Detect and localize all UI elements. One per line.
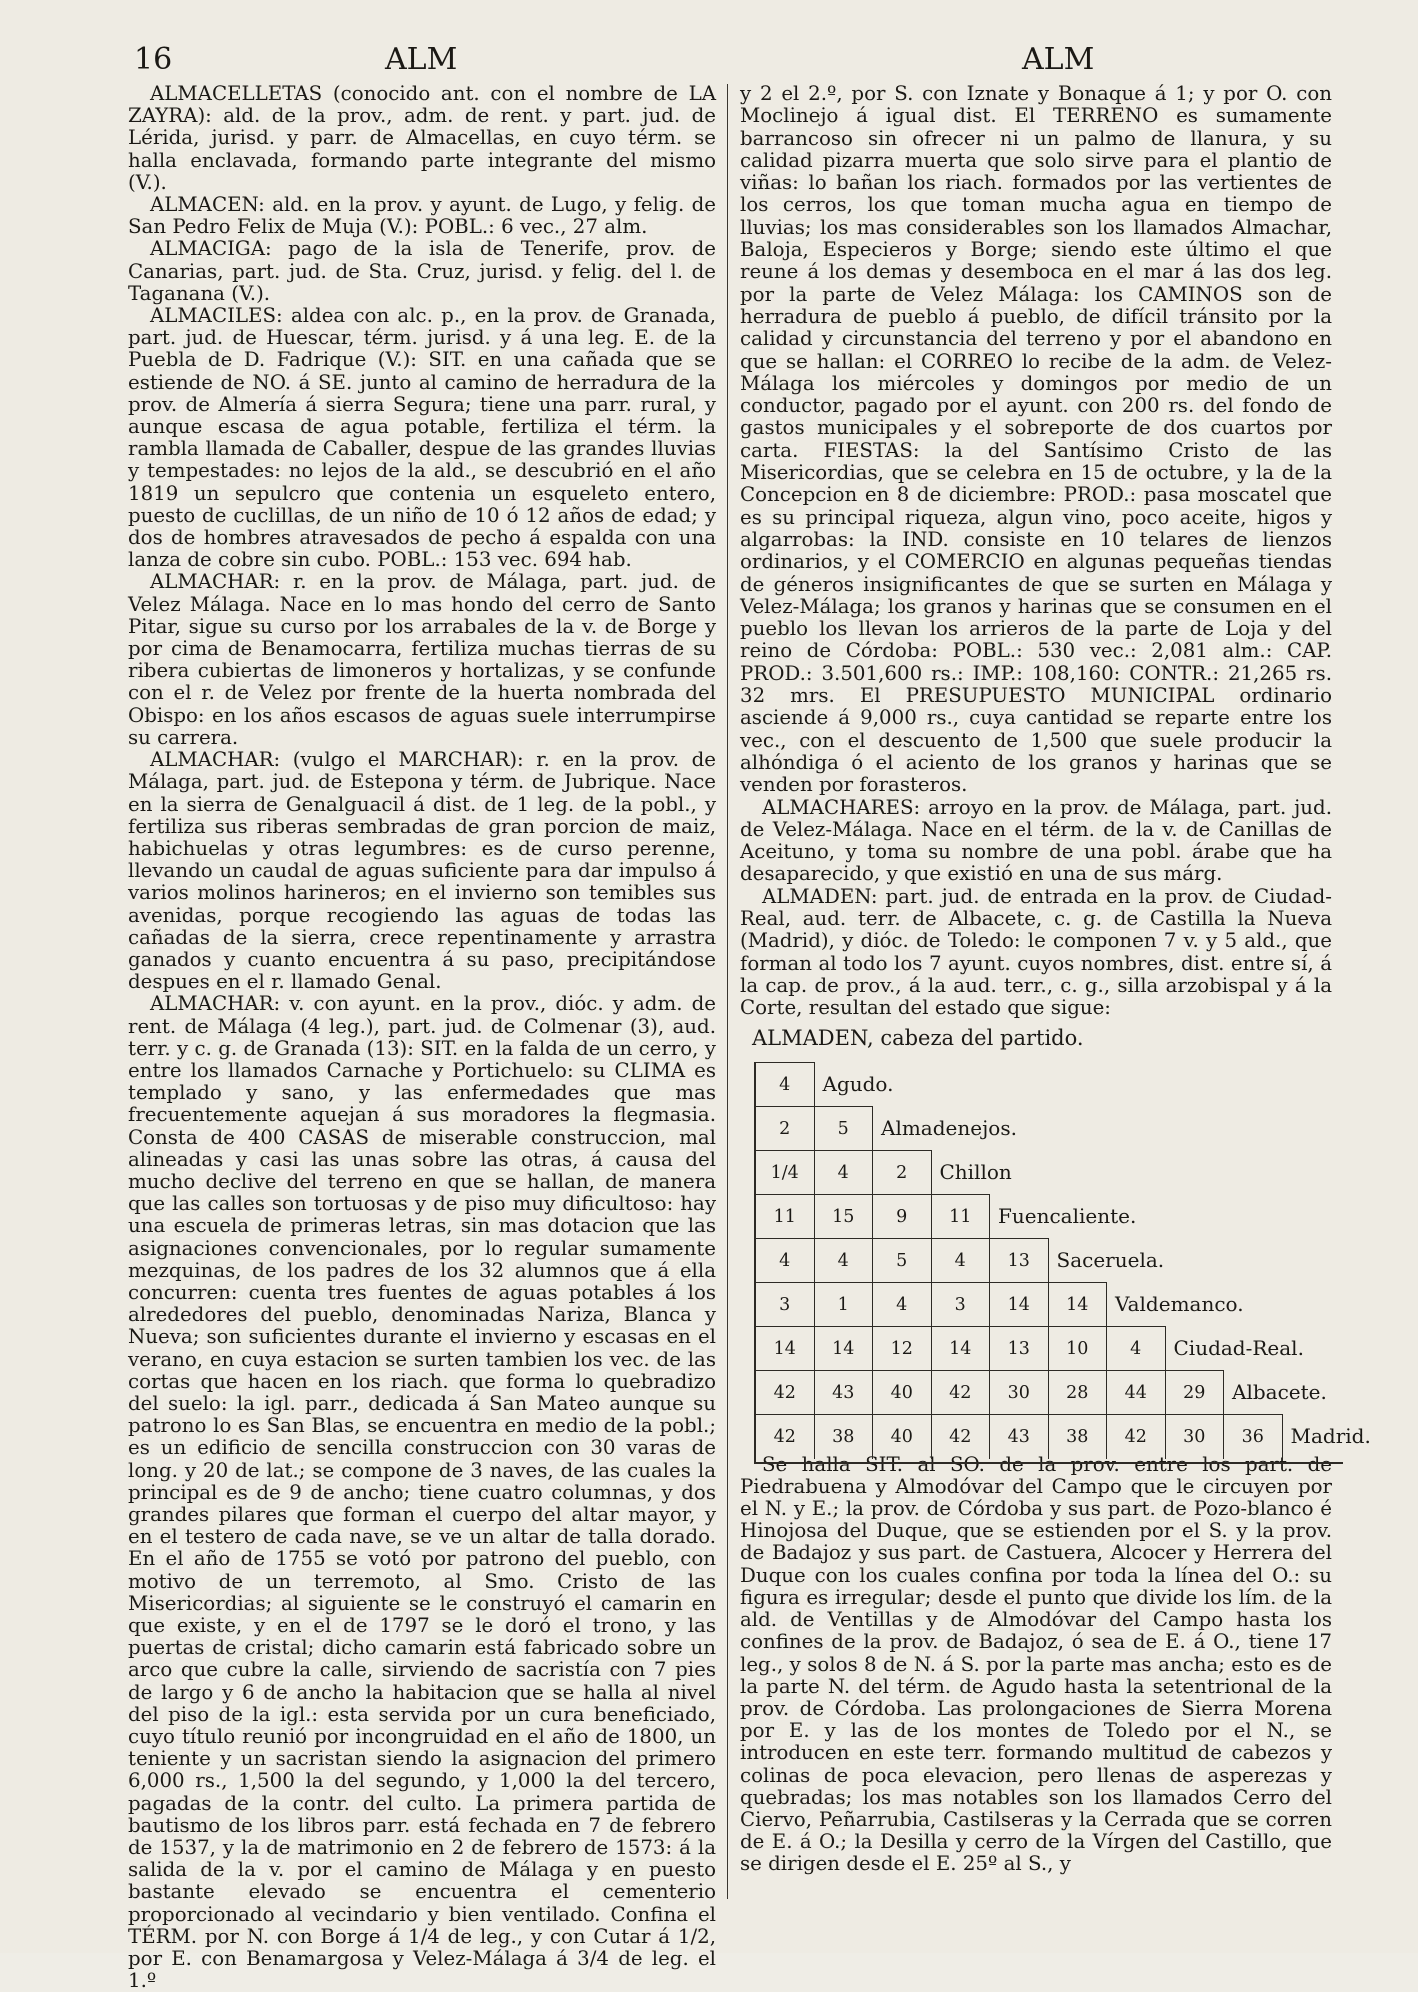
distance-cell: 43 xyxy=(990,1414,1049,1459)
distance-cell: 4 xyxy=(932,1238,991,1283)
column-divider xyxy=(727,84,728,1899)
distance-cell: 42 xyxy=(932,1414,991,1459)
distance-cell: 42 xyxy=(1107,1414,1166,1459)
distance-cell: 4 xyxy=(815,1238,874,1283)
distance-cell: 4 xyxy=(756,1062,815,1107)
distance-row-town-name: Chillon xyxy=(939,1159,1012,1184)
distance-row-town-name: Valdemanco. xyxy=(1115,1291,1244,1316)
distance-cell: 1 xyxy=(815,1282,874,1327)
page-header xyxy=(0,42,1418,82)
distance-cell: 42 xyxy=(756,1414,815,1459)
entry-almachar-river-estepona: ALMACHAR: (vulgo el MARCHAR): r. en la prov. de Málaga, part. jud. de Estepona y térm. de Jubrique. Nace en la sierra de Genalguacil á dist. de 1 leg. de la pobl., y fertiliza sus riberas sembradas de gran porcion de maiz, habichuelas y otras legumbres: es de curso perenne, llevando un caudal de aguas suficiente para dar impulso á varios molinos harineros; en el invierno son temibles sus avenidas, porque recogiendo las aguas de todas las cañadas de la sierra, crece repentinamente y arrastra ganados y cuanto encuentra á su paso, precipitándose despues en el r. llamado Genal. xyxy=(128,748,716,994)
distance-table xyxy=(740,1050,1371,1448)
entry-almachar-river-velez: ALMACHAR: r. en la prov. de Málaga, part. jud. de Velez Málaga. Nace en lo mas hondo del cerro de Santo Pitar, sigue su curso por los arrabales de la v. de Borge y por cima de Benamocarra, fertiliza muchas tierras de su ribera cubiertas de limoneros y hortalizas, y se confunde con el r. de Velez por frente de la huerta nombrada del Obispo: en los años escasos de aguas suele interrumpirse su carrera. xyxy=(128,570,716,749)
distance-cell: 38 xyxy=(815,1414,874,1459)
distance-cell: 40 xyxy=(873,1414,932,1459)
distance-cell: 43 xyxy=(815,1370,874,1415)
distance-row-town-name: Madrid. xyxy=(1290,1423,1371,1448)
distance-cell: 42 xyxy=(756,1370,815,1415)
distance-cell: 13 xyxy=(990,1326,1049,1371)
entry-almaciga: ALMACIGA: pago de la isla de Tenerife, prov. de Canarias, part. jud. de Sta. Cruz, jurisd. y felig. del l. de Taganana (V.). xyxy=(128,237,716,305)
distance-cell: 15 xyxy=(815,1194,874,1239)
distance-cell: 4 xyxy=(756,1238,815,1283)
distance-cell: 38 xyxy=(1049,1414,1108,1459)
distance-cell: 29 xyxy=(1166,1370,1225,1415)
distance-cell: 2 xyxy=(873,1150,932,1195)
distance-cell: 14 xyxy=(756,1326,815,1371)
distance-row-town-name: Saceruela. xyxy=(1056,1247,1165,1272)
left-column xyxy=(128,83,716,1992)
distance-cell: 36 xyxy=(1224,1414,1283,1459)
distance-cell: 3 xyxy=(756,1282,815,1327)
distance-table-title: ALMADEN, cabeza del partido. xyxy=(752,1026,1084,1051)
page-number: 16 xyxy=(134,42,173,77)
distance-cell: 11 xyxy=(932,1194,991,1239)
distance-cell: 12 xyxy=(873,1326,932,1371)
distance-cell: 42 xyxy=(932,1370,991,1415)
distance-cell: 30 xyxy=(1166,1414,1225,1459)
distance-cell: 14 xyxy=(990,1282,1049,1327)
distance-cell: 4 xyxy=(815,1150,874,1195)
distance-cell: 2 xyxy=(756,1106,815,1151)
distance-row-town-name: Albacete. xyxy=(1232,1379,1327,1404)
distance-row-town-name: Fuencaliente. xyxy=(998,1203,1137,1228)
entry-almaciles: ALMACILES: aldea con alc. p., en la prov. de Granada, part. jud. de Huescar, térm. jurisd. y á una leg. E. de la Puebla de D. Fadrique (V.): SIT. en una cañada que se estiende de NO. á SE. junto al camino de herradura de la prov. de Almería á sierra Segura; tiene una parr. rural, y aunque escasa de agua potable, fertiliza el térm. la rambla llamada de Caballer, despue de las grandes lluvias y tempestades: no lejos de la ald., se descubrió en el año 1819 un sepulcro que contenia un esqueleto entero, puesto de cuclillas, de un niño de 10 ó 12 años de edad; y dos de hombres atravesados de pecho á espalda con una lanza de cobre sin cubo. POBL.: 153 vec. 694 hab. xyxy=(128,304,716,572)
distance-cell: 11 xyxy=(756,1194,815,1239)
entry-almacen: ALMACEN: ald. en la prov. y ayunt. de Lugo, y felig. de San Pedro Felix de Muja (V.): POBL.: 6 vec., 27 alm. xyxy=(128,193,716,239)
entry-almaden-situation: Se halla SIT. al SO. de la prov. entre los part. de Piedrabuena y Almodóvar del Campo que le circuyen por el N. y E.; la prov. de Córdoba y sus part. de Pozo-blanco é Hinojosa del Duque, que se estienden por el S. y la prov. de Badajoz y sus part. de Castuera, Alcocer y Herrera del Duque con los cuales confina por toda la línea del O.: su figura es irregular; desde el punto que divide los lím. de la ald. de Ventillas y de Almodóvar del Campo hasta los confines de la prov. de Badajoz, ó sea de E. á O., tiene 17 leg., y solos 8 de N. á S. por la parte mas ancha; esto es de la parte N. del térm. de Agudo hasta la setentrional de la prov. de Córdoba. Las prolongaciones de Sierra Morena por E. y las de los montes de Toledo por el N., se introducen en este terr. formando multitud de cabezos y colinas de poca elevacion, pero llenas de asperezas y quebradas; los mas notables son los llamados Cerro del Ciervo, Peñarrubia, Castilseras y la Cerrada que se corren de E. á O.; la Desilla y cerro de la Vírgen del Castillo, que se dirigen desde el E. 25º al S., y xyxy=(740,1452,1332,1876)
running-head-right: ALM xyxy=(1022,42,1095,77)
distance-row-town-name: Agudo. xyxy=(822,1071,894,1096)
entry-almachar-town-continued: y 2 el 2.º, por S. con Iznate y Bonaque á 1; y por O. con Moclinejo á igual dist. El TERRENO es sumamente barrancoso sin ofrecer ni un palmo de llanura, y su calidad pizarra muerta que solo sirve para el plantio de viñas: lo bañan los riach. formados por las vertientes de los cerros, los que toman mucha agua en tiempo de lluvias; los mas considerables son los llamados Almachar, Baloja, Especieros y Borge; siendo este último el que reune á los demas y desemboca en el mar á las dos leg. por la parte de Velez Málaga: los CAMINOS son de herradura de pueblo á pueblo, de difícil tránsito por la calidad y circunstancia del terreno y por el abandono en que se hallan: el CORREO lo recibe de la adm. de Velez-Málaga los miércoles y domingos por medio de un conductor, pagado por el ayunt. con 200 rs. del fondo de gastos municipales y el sobreporte de dos cuartos por carta. FIESTAS: la del Santísimo Cristo de las Misericordias, que se celebra en 15 de octubre, y la de la Concepcion en 8 de diciembre: PROD.: pasa moscatel que es su principal riqueza, algun vino, poco aceite, higos y algarrobas: la IND. consiste en 10 telares de lienzos ordinarios, y el COMERCIO en algunas pequeñas tiendas de géneros insignificantes de que se surten en Málaga y Velez-Málaga; los granos y harinas que se consumen en el pueblo los llevan los arrieros de la parte de Loja y del reino de Córdoba: POBL.: 530 vec.: 2,081 alm.: CAP. PROD.: 3.501,600 rs.: IMP.: 108,160: CONTR.: 21,265 rs. 32 mrs. El PRESUPUESTO MUNICIPAL ordinario asciende á 9,000 rs., cuya cantidad se reparte entre los vec., con el descuento de 1,500 que suele producir la alhóndiga ó el aciento de los granos y harinas que se venden por forasteros. xyxy=(740,82,1332,797)
distance-cell: 30 xyxy=(990,1370,1049,1415)
distance-cell: 14 xyxy=(932,1326,991,1371)
distance-cell: 1/4 xyxy=(756,1150,815,1195)
distance-cell: 3 xyxy=(932,1282,991,1327)
distance-cell: 10 xyxy=(1049,1326,1108,1371)
distance-cell: 9 xyxy=(873,1194,932,1239)
entry-almacelletas: ALMACELLETAS (conocido ant. con el nombre de LA ZAYRA): ald. de la prov., adm. de rent. y part. jud. de Lérida, jurisd. y parr. de Almacellas, en cuyo térm. se halla enclavada, formando parte integrante del mismo (V.). xyxy=(128,82,716,194)
distance-cell: 28 xyxy=(1049,1370,1108,1415)
distance-cell: 5 xyxy=(873,1238,932,1283)
distance-cell: 4 xyxy=(873,1282,932,1327)
distance-cell: 44 xyxy=(1107,1370,1166,1415)
entry-almachares: ALMACHARES: arroyo en la prov. de Málaga, part. jud. de Velez-Málaga. Nace en el térm. de la v. de Canillas de Aceituno, y toma su nombre de una pobl. árabe que ha desaparecido, y que existió en una de sus márg. xyxy=(740,795,1332,886)
distance-cell: 14 xyxy=(815,1326,874,1371)
entry-almachar-town: ALMACHAR: v. con ayunt. en la prov., dióc. y adm. de rent. de Málaga (4 leg.), part. jud. de Colmenar (3), aud. terr. y c. g. de Granada (13): SIT. en la falda de un cerro, y entre los llamados Carnache y Portichuelo: su CLIMA es templado y sano, y las enfermedades que mas frecuentemente aquejan á sus moradores la flegmasia. Consta de 400 CASAS de miserable construccion, mal alineadas y casi las unas sobre las otras, á causa del mucho declive del terreno en que se hallan, de manera que las calles son tortuosas y de piso muy dificultoso: hay una escuela de primeras letras, sin mas dotacion que las asignaciones convencionales, por lo regular sumamente mezquinas, de los padres de los 32 alumnos que á ella concurren: cuenta tres fuentes de aguas potables á los alrededores del pueblo, denominadas Nariza, Blanca y Nueva; son suficientes durante el invierno y escasas en el verano, en cuya estacion se surten tambien los vec. de las cortas que hacen en los riach. que forma lo quebradizo del suelo: la igl. parr., dedicada á San Mateo aunque su patrono lo es San Blas, se encuentra en medio de la pobl.; es un edificio de sencilla construccion con 30 varas de long. y 20 de lat.; se compone de 3 naves, de las cuales la principal es de 9 de ancho; tiene cuatro columnas, y dos grandes pilares que forman el cuerpo del altar mayor, y en el testero de cada nave, se ve un altar de talla dorado. En el año de 1755 se votó por patrono del pueblo, con motivo de un terremoto, al Smo. Cristo de las Misericordias; al siguiente se le construyó el camarin en que existe, y en el de 1797 se le doró el trono, y las puertas de cristal; dicho camarin está fabricado sobre un arco que cubre la calle, sirviendo de sacristía con 7 pies de largo y 6 de ancho la habitacion que se halla al nivel del piso de la igl.: esta servida por un cura beneficiado, cuyo título reunió por incongruidad en el año de 1800, un teniente y un sacristan siendo la asignacion del primero 6,000 rs., 1,500 la del segundo, y 1,000 la del tercero, pagadas de la contr. del culto. La primera partida de bautismo de los libros parr. está fechada en 7 de febrero de 1537, y la de matrimonio en 2 de febrero de 1573: á la salida de la v. por el camino de Málaga y en puesto bastante elevado se encuentra el cementerio proporcionado al vecindario y bien ventilado. Confina el TÉRM. por N. con Borge á 1/4 de leg., y con Cutar á 1/2, por E. con Benamargosa y Velez-Málaga á 3/4 de leg. el 1.º xyxy=(128,992,716,1992)
distance-row-town-name: Ciudad-Real. xyxy=(1173,1335,1304,1360)
entry-almaden: ALMADEN: part. jud. de entrada en la prov. de Ciudad-Real, aud. terr. de Albacete, c. g. de Castilla la Nueva (Madrid), y dióc. de Toledo: le componen 7 v. y 5 ald., que forman al todo los 7 ayunt. cuyos nombres, dist. entre sí, á la cap. de prov., á la aud. terr., c. g., silla arzobispal y á la Corte, resultan del estado que sigue: xyxy=(740,884,1332,1020)
distance-cell: 5 xyxy=(815,1106,874,1151)
distance-cell: 4 xyxy=(1107,1326,1166,1371)
right-column xyxy=(740,82,1371,1876)
distance-cell: 13 xyxy=(990,1238,1049,1283)
running-head-left: ALM xyxy=(385,42,458,77)
distance-cell: 14 xyxy=(1049,1282,1108,1327)
distance-cell: 40 xyxy=(873,1370,932,1415)
distance-row-town-name: Almadenejos. xyxy=(881,1115,1017,1140)
